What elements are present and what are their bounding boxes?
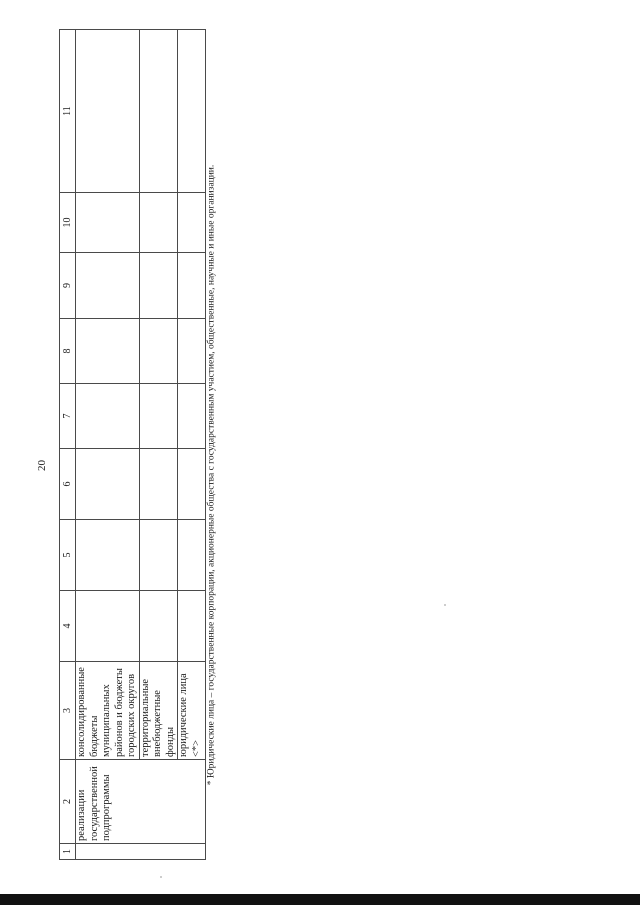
table-row xyxy=(76,30,140,860)
table-cell-col2: реализации государственной подпрограммы xyxy=(76,760,206,844)
table-row xyxy=(139,30,178,860)
table-cell xyxy=(76,591,140,662)
header-cell-5: 5 xyxy=(60,520,76,591)
table-cell xyxy=(139,520,178,591)
table-cell xyxy=(178,384,206,449)
table-row xyxy=(178,30,206,860)
table-cell xyxy=(139,591,178,662)
header-cell-6: 6 xyxy=(60,449,76,520)
table-cell xyxy=(76,319,140,384)
table-cell-source: консолидированные бюджеты муниципальных районов и бюджеты городских округов xyxy=(76,662,140,760)
table-cell xyxy=(178,319,206,384)
table-cell xyxy=(139,30,178,193)
table-cell-source: юридические лица <*> xyxy=(178,662,206,760)
table-cell xyxy=(178,449,206,520)
header-cell-4: 4 xyxy=(60,591,76,662)
table-cell xyxy=(139,319,178,384)
table-cell-col1 xyxy=(76,844,206,860)
table-cell xyxy=(178,520,206,591)
table-cell xyxy=(139,449,178,520)
table-cell xyxy=(76,253,140,319)
table-cell xyxy=(76,520,140,591)
header-cell-8: 8 xyxy=(60,319,76,384)
table-cell xyxy=(76,30,140,193)
table-cell-source: территориальные внебюджетные фонды xyxy=(139,662,178,760)
header-cell-10: 10 xyxy=(60,193,76,253)
footnote: * Юридические лица – государственные корпорации, акционерные общества с государственным участием, общественные, научные и иные организации. xyxy=(206,164,217,786)
table-cell xyxy=(139,253,178,319)
table-cell xyxy=(178,193,206,253)
header-cell-9: 9 xyxy=(60,253,76,319)
table-cell xyxy=(178,253,206,319)
table-cell xyxy=(139,193,178,253)
header-cell-1: 1 xyxy=(60,844,76,860)
page-number: 20 xyxy=(36,460,48,471)
table-cell xyxy=(76,384,140,449)
table-header-row xyxy=(60,30,76,860)
table-cell xyxy=(178,591,206,662)
scan-speck xyxy=(444,604,446,606)
table-cell xyxy=(178,30,206,193)
header-cell-3: 3 xyxy=(60,662,76,760)
table-cell xyxy=(139,384,178,449)
header-cell-11: 11 xyxy=(60,30,76,193)
scan-speck xyxy=(160,876,162,878)
data-table xyxy=(59,29,206,860)
header-cell-7: 7 xyxy=(60,384,76,449)
table-cell xyxy=(76,449,140,520)
header-cell-2: 2 xyxy=(60,760,76,844)
table-container xyxy=(59,30,202,860)
scan-edge xyxy=(0,894,640,905)
table-cell xyxy=(76,193,140,253)
rotated-table xyxy=(59,30,202,860)
